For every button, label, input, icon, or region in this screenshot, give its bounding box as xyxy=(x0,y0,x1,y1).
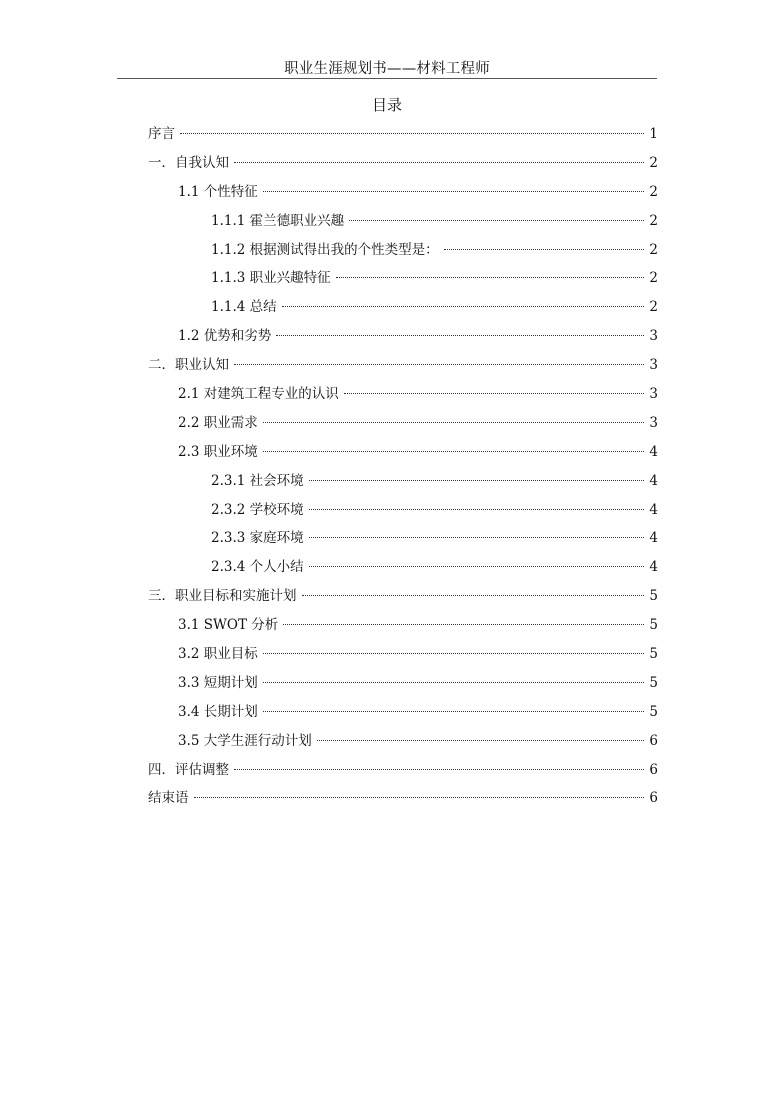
toc-entry[interactable] xyxy=(148,582,658,611)
header-divider xyxy=(117,78,657,79)
toc-dot-leader xyxy=(282,306,645,307)
toc-entry-label: 2.3.1 社会环境 xyxy=(211,472,304,489)
toc-entry-page-number: 4 xyxy=(649,530,658,547)
toc-title: 目录 xyxy=(371,96,402,114)
toc-entry-page-number: 2 xyxy=(649,241,658,258)
toc-entry-page-number: 2 xyxy=(649,270,658,287)
toc-entry-label: 2.3 职业环境 xyxy=(178,443,258,460)
toc-dot-leader xyxy=(263,451,645,452)
toc-entry-label: 四．评估调整 xyxy=(148,761,229,778)
toc-entry-label: 2.2 职业需求 xyxy=(178,414,258,431)
toc-entry[interactable] xyxy=(148,669,658,698)
table-of-contents xyxy=(148,120,658,813)
toc-dot-leader xyxy=(263,191,645,192)
toc-dot-leader xyxy=(234,364,644,365)
toc-entry[interactable] xyxy=(148,236,658,265)
toc-entry-page-number: 1 xyxy=(649,126,658,142)
toc-entry-page-number: 5 xyxy=(649,674,658,691)
toc-entry[interactable] xyxy=(148,756,658,785)
toc-entry-page-number: 5 xyxy=(649,617,658,634)
toc-entry-label: 3.3 短期计划 xyxy=(178,674,258,691)
toc-entry-page-number: 2 xyxy=(649,154,658,171)
toc-entry-label: 1.1.1 霍兰德职业兴趣 xyxy=(211,212,345,229)
toc-dot-leader xyxy=(309,537,645,538)
toc-dot-leader xyxy=(234,769,644,770)
toc-entry-page-number: 2 xyxy=(649,212,658,229)
toc-entry-label: 结束语 xyxy=(148,790,189,807)
toc-entry-page-number: 3 xyxy=(649,386,658,403)
toc-dot-leader xyxy=(349,220,644,221)
toc-dot-leader xyxy=(180,133,644,134)
toc-entry[interactable] xyxy=(148,640,658,669)
running-header-title: 职业生涯规划书——材料工程师 xyxy=(284,61,490,77)
toc-entry-label: 一．自我认知 xyxy=(148,154,229,171)
toc-dot-leader xyxy=(309,566,645,567)
toc-entry-page-number: 2 xyxy=(649,299,658,316)
toc-entry-page-number: 3 xyxy=(649,414,658,431)
toc-entry[interactable] xyxy=(148,120,658,149)
toc-entry[interactable] xyxy=(148,351,658,380)
toc-entry-page-number: 6 xyxy=(649,732,658,749)
toc-entry-label: 3.2 职业目标 xyxy=(178,646,258,663)
toc-dot-leader xyxy=(336,277,645,278)
toc-dot-leader xyxy=(263,422,645,423)
toc-entry-label: 1.1.3 职业兴趣特征 xyxy=(211,270,331,287)
toc-dot-leader xyxy=(344,393,645,394)
toc-entry-label: 2.1 对建筑工程专业的认识 xyxy=(178,386,339,403)
toc-entry-page-number: 3 xyxy=(649,357,658,374)
toc-entry[interactable] xyxy=(148,409,658,438)
toc-dot-leader xyxy=(309,480,645,481)
toc-entry[interactable] xyxy=(148,611,658,640)
toc-entry-label: 2.3.2 学校环境 xyxy=(211,501,304,518)
toc-entry-page-number: 4 xyxy=(649,501,658,518)
toc-entry[interactable] xyxy=(148,553,658,582)
toc-entry-label: 3.4 长期计划 xyxy=(178,703,258,720)
toc-dot-leader xyxy=(276,335,644,336)
toc-entry-page-number: 4 xyxy=(649,443,658,460)
toc-entry[interactable] xyxy=(148,293,658,322)
toc-dot-leader xyxy=(263,653,645,654)
toc-entry[interactable] xyxy=(148,322,658,351)
toc-dot-leader xyxy=(317,740,645,741)
toc-entry[interactable] xyxy=(148,524,658,553)
toc-entry-label: 1.1 个性特征 xyxy=(178,183,258,200)
toc-entry-label: 3.5 大学生涯行动计划 xyxy=(178,732,312,749)
toc-entry[interactable] xyxy=(148,207,658,236)
toc-entry-page-number: 3 xyxy=(649,328,658,345)
toc-dot-leader xyxy=(302,595,645,596)
toc-entry[interactable] xyxy=(148,698,658,727)
toc-entry[interactable] xyxy=(148,467,658,496)
toc-entry[interactable] xyxy=(148,727,658,756)
toc-dot-leader xyxy=(194,797,645,798)
toc-entry[interactable] xyxy=(148,380,658,409)
toc-entry-label: 1.2 优势和劣势 xyxy=(178,328,272,345)
toc-entry-page-number: 6 xyxy=(649,790,658,807)
toc-entry[interactable] xyxy=(148,784,658,813)
toc-entry-page-number: 4 xyxy=(649,559,658,576)
toc-entry-label: 二．职业认知 xyxy=(148,357,229,374)
toc-entry-page-number: 5 xyxy=(649,646,658,663)
toc-dot-leader xyxy=(263,682,645,683)
toc-entry-label: 序言 xyxy=(148,126,175,142)
toc-entry[interactable] xyxy=(148,264,658,293)
toc-entry-page-number: 6 xyxy=(649,761,658,778)
toc-dot-leader xyxy=(263,711,645,712)
toc-entry-page-number: 2 xyxy=(649,183,658,200)
toc-entry-label: 2.3.3 家庭环境 xyxy=(211,530,304,547)
toc-entry-page-number: 5 xyxy=(649,703,658,720)
toc-entry[interactable] xyxy=(148,178,658,207)
toc-dot-leader xyxy=(283,624,644,625)
toc-entry-label: 3.1 SWOT 分析 xyxy=(178,617,279,634)
toc-dot-leader xyxy=(309,509,645,510)
toc-entry-page-number: 5 xyxy=(649,588,658,605)
toc-entry-label: 1.1.2 根据测试得出我的个性类型是： xyxy=(211,241,439,258)
toc-entry-page-number: 4 xyxy=(649,472,658,489)
toc-entry[interactable] xyxy=(148,438,658,467)
toc-dot-leader xyxy=(444,249,645,250)
toc-entry-label: 1.1.4 总结 xyxy=(211,299,277,316)
toc-entry-label: 2.3.4 个人小结 xyxy=(211,559,304,576)
toc-entry[interactable] xyxy=(148,496,658,525)
toc-entry-label: 三．职业目标和实施计划 xyxy=(148,588,297,605)
toc-dot-leader xyxy=(234,162,644,163)
toc-entry[interactable] xyxy=(148,149,658,178)
